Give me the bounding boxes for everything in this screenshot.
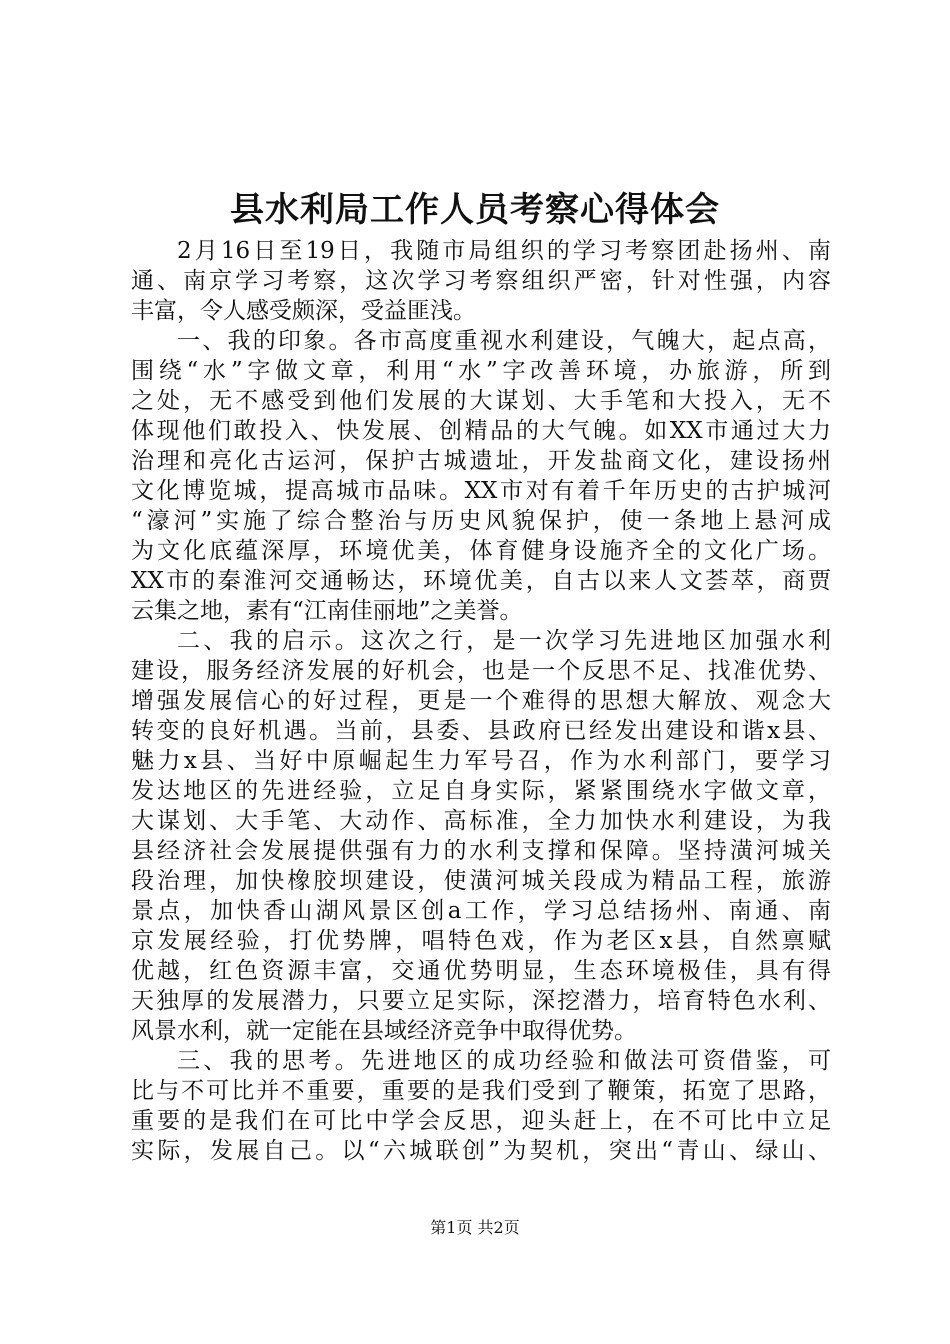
text-line: 三、我的思考。先进地区的成功经验和做法可资借鉴，可 xyxy=(177,1048,831,1074)
text-line: 建设，服务经济发展的好机会，也是一个反思不足、找准优势、 xyxy=(131,658,831,684)
text-line: 为文化底蕴深厚，环境优美，体育健身设施齐全的文化广场。 xyxy=(131,538,831,564)
text-line: 魅力x县、当好中原崛起生力军号召，作为水利部门，要学习 xyxy=(131,748,831,774)
text-line: 景点，加快香山湖风景区创a工作，学习总结扬州、南通、南 xyxy=(131,898,831,924)
text-line: 优越，红色资源丰富，交通优势明显，生态环境极佳，具有得 xyxy=(131,958,831,984)
text-line: 转变的良好机遇。当前，县委、县政府已经发出建设和谐x县、 xyxy=(131,718,831,744)
text-line: 段治理，加快橡胶坝建设，使潢河城关段成为精品工程，旅游 xyxy=(131,868,831,894)
text-line: 天独厚的发展潜力，只要立足实际，深挖潜力，培育特色水利、 xyxy=(131,988,831,1014)
text-line: 文化博览城，提高城市品味。XX市对有着千年历史的古护城河 xyxy=(131,478,831,504)
text-line: 二、我的启示。这次之行，是一次学习先进地区加强水利 xyxy=(177,628,831,654)
text-line: 比与不可比并不重要，重要的是我们受到了鞭策，拓宽了思路， xyxy=(131,1078,831,1104)
text-line: 京发展经验，打优势牌，唱特色戏，作为老区x县，自然禀赋 xyxy=(131,928,831,954)
document-title: 县水利局工作人员考察心得体会 xyxy=(230,190,720,230)
document-body xyxy=(131,236,831,1166)
text-line: 增强发展信心的好过程，更是一个难得的思想大解放、观念大 xyxy=(131,688,831,714)
text-line: 治理和亮化古运河，保护古城遗址，开发盐商文化，建设扬州 xyxy=(131,448,831,474)
text-line: 之处，无不感受到他们发展的大谋划、大手笔和大投入，无不 xyxy=(131,388,831,414)
text-line: XX市的秦淮河交通畅达，环境优美，自古以来人文荟萃，商贾 xyxy=(131,568,831,594)
text-line: 重要的是我们在可比中学会反思，迎头赶上，在不可比中立足 xyxy=(131,1108,831,1134)
text-line: 一、我的印象。各市高度重视水利建设，气魄大，起点高， xyxy=(177,328,831,354)
page-number-footer: 第1页 共2页 xyxy=(430,1218,520,1237)
text-line: 大谋划、大手笔、大动作、高标准，全力加快水利建设，为我 xyxy=(131,808,831,834)
text-line: 云集之地，素有“江南佳丽地”之美誉。 xyxy=(131,598,523,624)
text-line: 2月16日至19日，我随市局组织的学习考察团赴扬州、南 xyxy=(177,238,831,264)
text-line: 风景水利，就一定能在县域经济竞争中取得优势。 xyxy=(131,1018,637,1044)
text-line: 体现他们敢投入、快发展、创精品的大气魄。如XX市通过大力 xyxy=(131,418,831,444)
text-line: “濠河”实施了综合整治与历史风貌保护，使一条地上悬河成 xyxy=(131,508,831,534)
text-line: 县经济社会发展提供强有力的水利支撑和保障。坚持潢河城关 xyxy=(131,838,831,864)
text-line: 发达地区的先进经验，立足自身实际，紧紧围绕水字做文章， xyxy=(131,778,831,804)
text-line: 丰富，令人感受颇深，受益匪浅。 xyxy=(131,298,476,324)
text-line: 通、南京学习考察，这次学习考察组织严密，针对性强，内容 xyxy=(131,268,831,294)
text-line: 围绕“水”字做文章，利用“水”字改善环境，办旅游，所到 xyxy=(131,358,831,384)
text-line: 实际，发展自己。以“六城联创”为契机，突出“青山、绿山、 xyxy=(131,1138,831,1164)
